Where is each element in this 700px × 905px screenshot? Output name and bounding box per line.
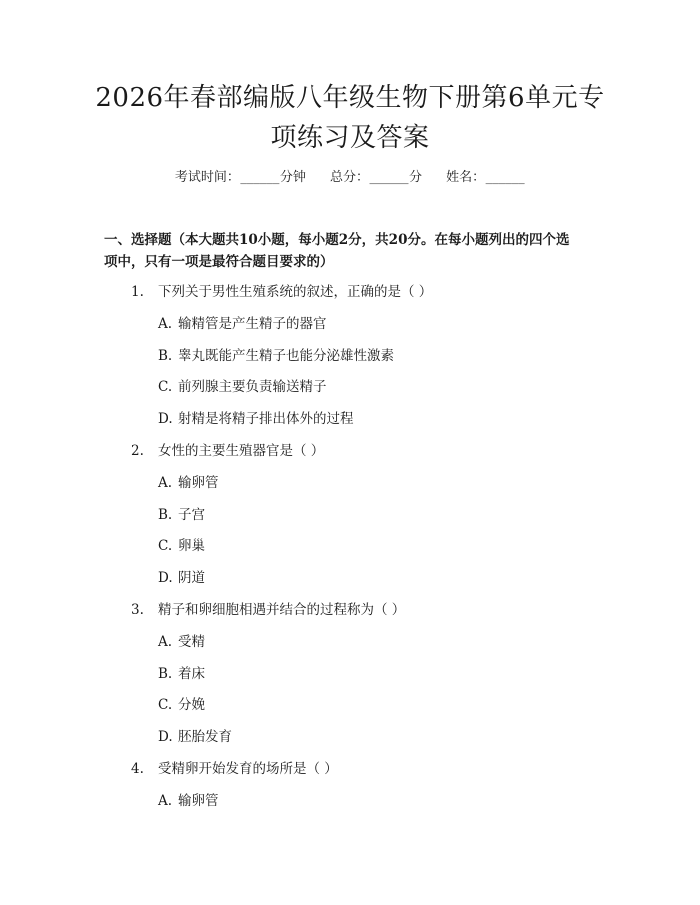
question-text: 精子和卵细胞相遇并结合的过程称为（ ） xyxy=(158,602,406,618)
exam-time-blank: ______ xyxy=(240,170,280,185)
option-letter: C. xyxy=(158,697,173,714)
question-text: 下列关于男性生殖系统的叙述，正确的是（ ） xyxy=(158,284,433,300)
exam-score-unit: 分 xyxy=(409,170,423,185)
exam-name-label: 姓名： xyxy=(446,170,486,185)
option-text: 分娩 xyxy=(178,697,205,714)
exam-name xyxy=(446,170,525,185)
exam-name-blank: ______ xyxy=(485,170,525,185)
option-text: 阴道 xyxy=(178,570,205,587)
section-heading-line-2: 项中，只有一项是最符合题目要求的） xyxy=(104,254,334,270)
exam-time-label: 考试时间： xyxy=(174,170,240,185)
option-text: 输卵管 xyxy=(178,474,219,491)
question-number: 2. xyxy=(131,443,144,459)
option-letter: D. xyxy=(158,411,173,428)
option-letter: A. xyxy=(158,474,173,491)
option-text: 输卵管 xyxy=(178,792,219,809)
title-line-1: 2026年春部编版八年级生物下册第6单元专 xyxy=(95,83,605,113)
question-number: 4. xyxy=(131,761,144,777)
option-letter: C. xyxy=(158,379,173,396)
exam-score-blank: ______ xyxy=(369,170,409,185)
question-number: 3. xyxy=(131,602,144,618)
option-text: 卵巢 xyxy=(178,538,205,555)
page-title xyxy=(60,78,640,158)
option-text: 输精管是产生精子的器官 xyxy=(178,315,327,332)
option-text: 受精 xyxy=(178,633,205,650)
option-letter: B. xyxy=(158,665,173,682)
question-text: 女性的主要生殖器官是（ ） xyxy=(158,443,325,459)
option-letter: A. xyxy=(158,315,173,332)
option-text: 胚胎发育 xyxy=(178,729,232,746)
exam-time-unit: 分钟 xyxy=(279,170,306,185)
section-heading xyxy=(104,229,624,273)
question-number: 1. xyxy=(131,284,144,300)
section-heading-line-1: 一、选择题（本大题共10小题，每小题2分，共20分。在每小题列出的四个选 xyxy=(104,232,570,248)
exam-score xyxy=(330,170,426,185)
exam-time xyxy=(175,170,310,185)
option-text: 子宫 xyxy=(178,506,205,523)
option-letter: B. xyxy=(158,347,173,364)
option-letter: C. xyxy=(158,538,173,555)
option-text: 前列腺主要负责输送精子 xyxy=(178,379,327,396)
option-text: 射精是将精子排出体外的过程 xyxy=(178,411,354,428)
option-letter: D. xyxy=(158,729,173,746)
exam-score-label: 总分： xyxy=(329,170,369,185)
option-text: 睾丸既能产生精子也能分泌雄性激素 xyxy=(178,347,394,364)
option-text: 着床 xyxy=(178,665,205,682)
option-letter: A. xyxy=(158,633,173,650)
option-letter: B. xyxy=(158,506,173,523)
question-text: 受精卵开始发育的场所是（ ） xyxy=(158,761,338,777)
option-letter: D. xyxy=(158,570,173,587)
option-letter: A. xyxy=(158,792,173,809)
title-line-2: 项练习及答案 xyxy=(270,123,430,153)
exam-meta xyxy=(0,169,700,187)
